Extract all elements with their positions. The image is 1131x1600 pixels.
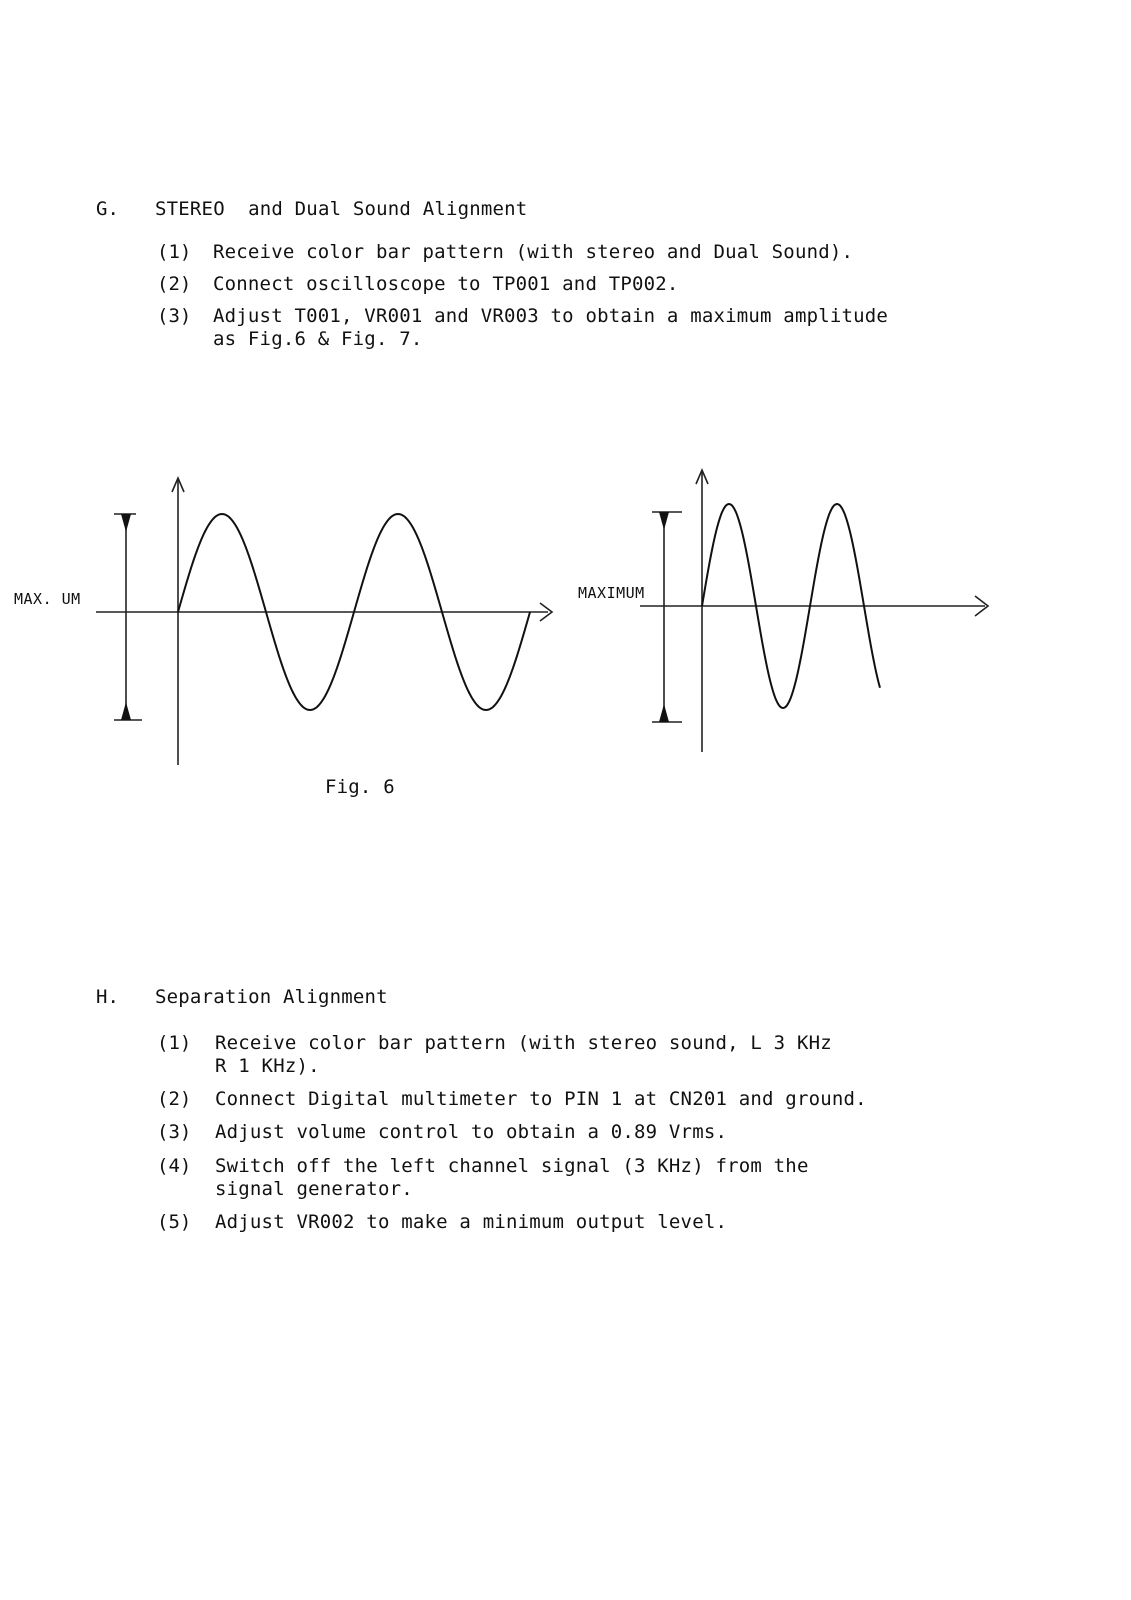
step-text-continuation: signal generator.: [215, 1178, 413, 1200]
step-text: Switch off the left channel signal (3 KHz) from the: [215, 1155, 809, 1177]
step-text: Connect oscilloscope to TP001 and TP002.: [213, 273, 679, 295]
right-amplitude-label: MAXIMUM: [578, 584, 645, 602]
step-text: Adjust volume control to obtain a 0.89 Vrms.: [215, 1121, 728, 1143]
left-amplitude-arrow-bottom: [121, 702, 131, 720]
step-text-continuation: as Fig.6 & Fig. 7.: [213, 328, 423, 350]
step-text-continuation: R 1 KHz).: [215, 1055, 320, 1077]
step-number: (1): [157, 241, 192, 263]
right-amplitude-arrow-bottom: [659, 704, 669, 722]
step-number: (2): [157, 273, 192, 295]
step-number: (3): [157, 305, 192, 327]
figure-caption: Fig. 6: [325, 776, 395, 798]
step-text: Adjust T001, VR001 and VR003 to obtain a maximum amplitude: [213, 305, 889, 327]
step-number: (3): [157, 1121, 192, 1143]
step-number: (4): [157, 1155, 192, 1177]
section-h-title: Separation Alignment: [155, 986, 388, 1008]
section-g-title: STEREO and Dual Sound Alignment: [155, 198, 528, 220]
section-g-letter: G.: [96, 198, 119, 220]
left-amplitude-arrow-top: [121, 514, 131, 532]
right-amplitude-arrow-top: [659, 512, 669, 530]
left-amplitude-label: MAX. UM: [14, 590, 81, 608]
step-number: (5): [157, 1211, 192, 1233]
section-h-letter: H.: [96, 986, 119, 1008]
step-text: Receive color bar pattern (with stereo and Dual Sound).: [213, 241, 854, 263]
step-text: Receive color bar pattern (with stereo sound, L 3 KHz: [215, 1032, 832, 1054]
step-text: Connect Digital multimeter to PIN 1 at CN201 and ground.: [215, 1088, 867, 1110]
step-number: (2): [157, 1088, 192, 1110]
step-number: (1): [157, 1032, 192, 1054]
step-text: Adjust VR002 to make a minimum output level.: [215, 1211, 728, 1233]
